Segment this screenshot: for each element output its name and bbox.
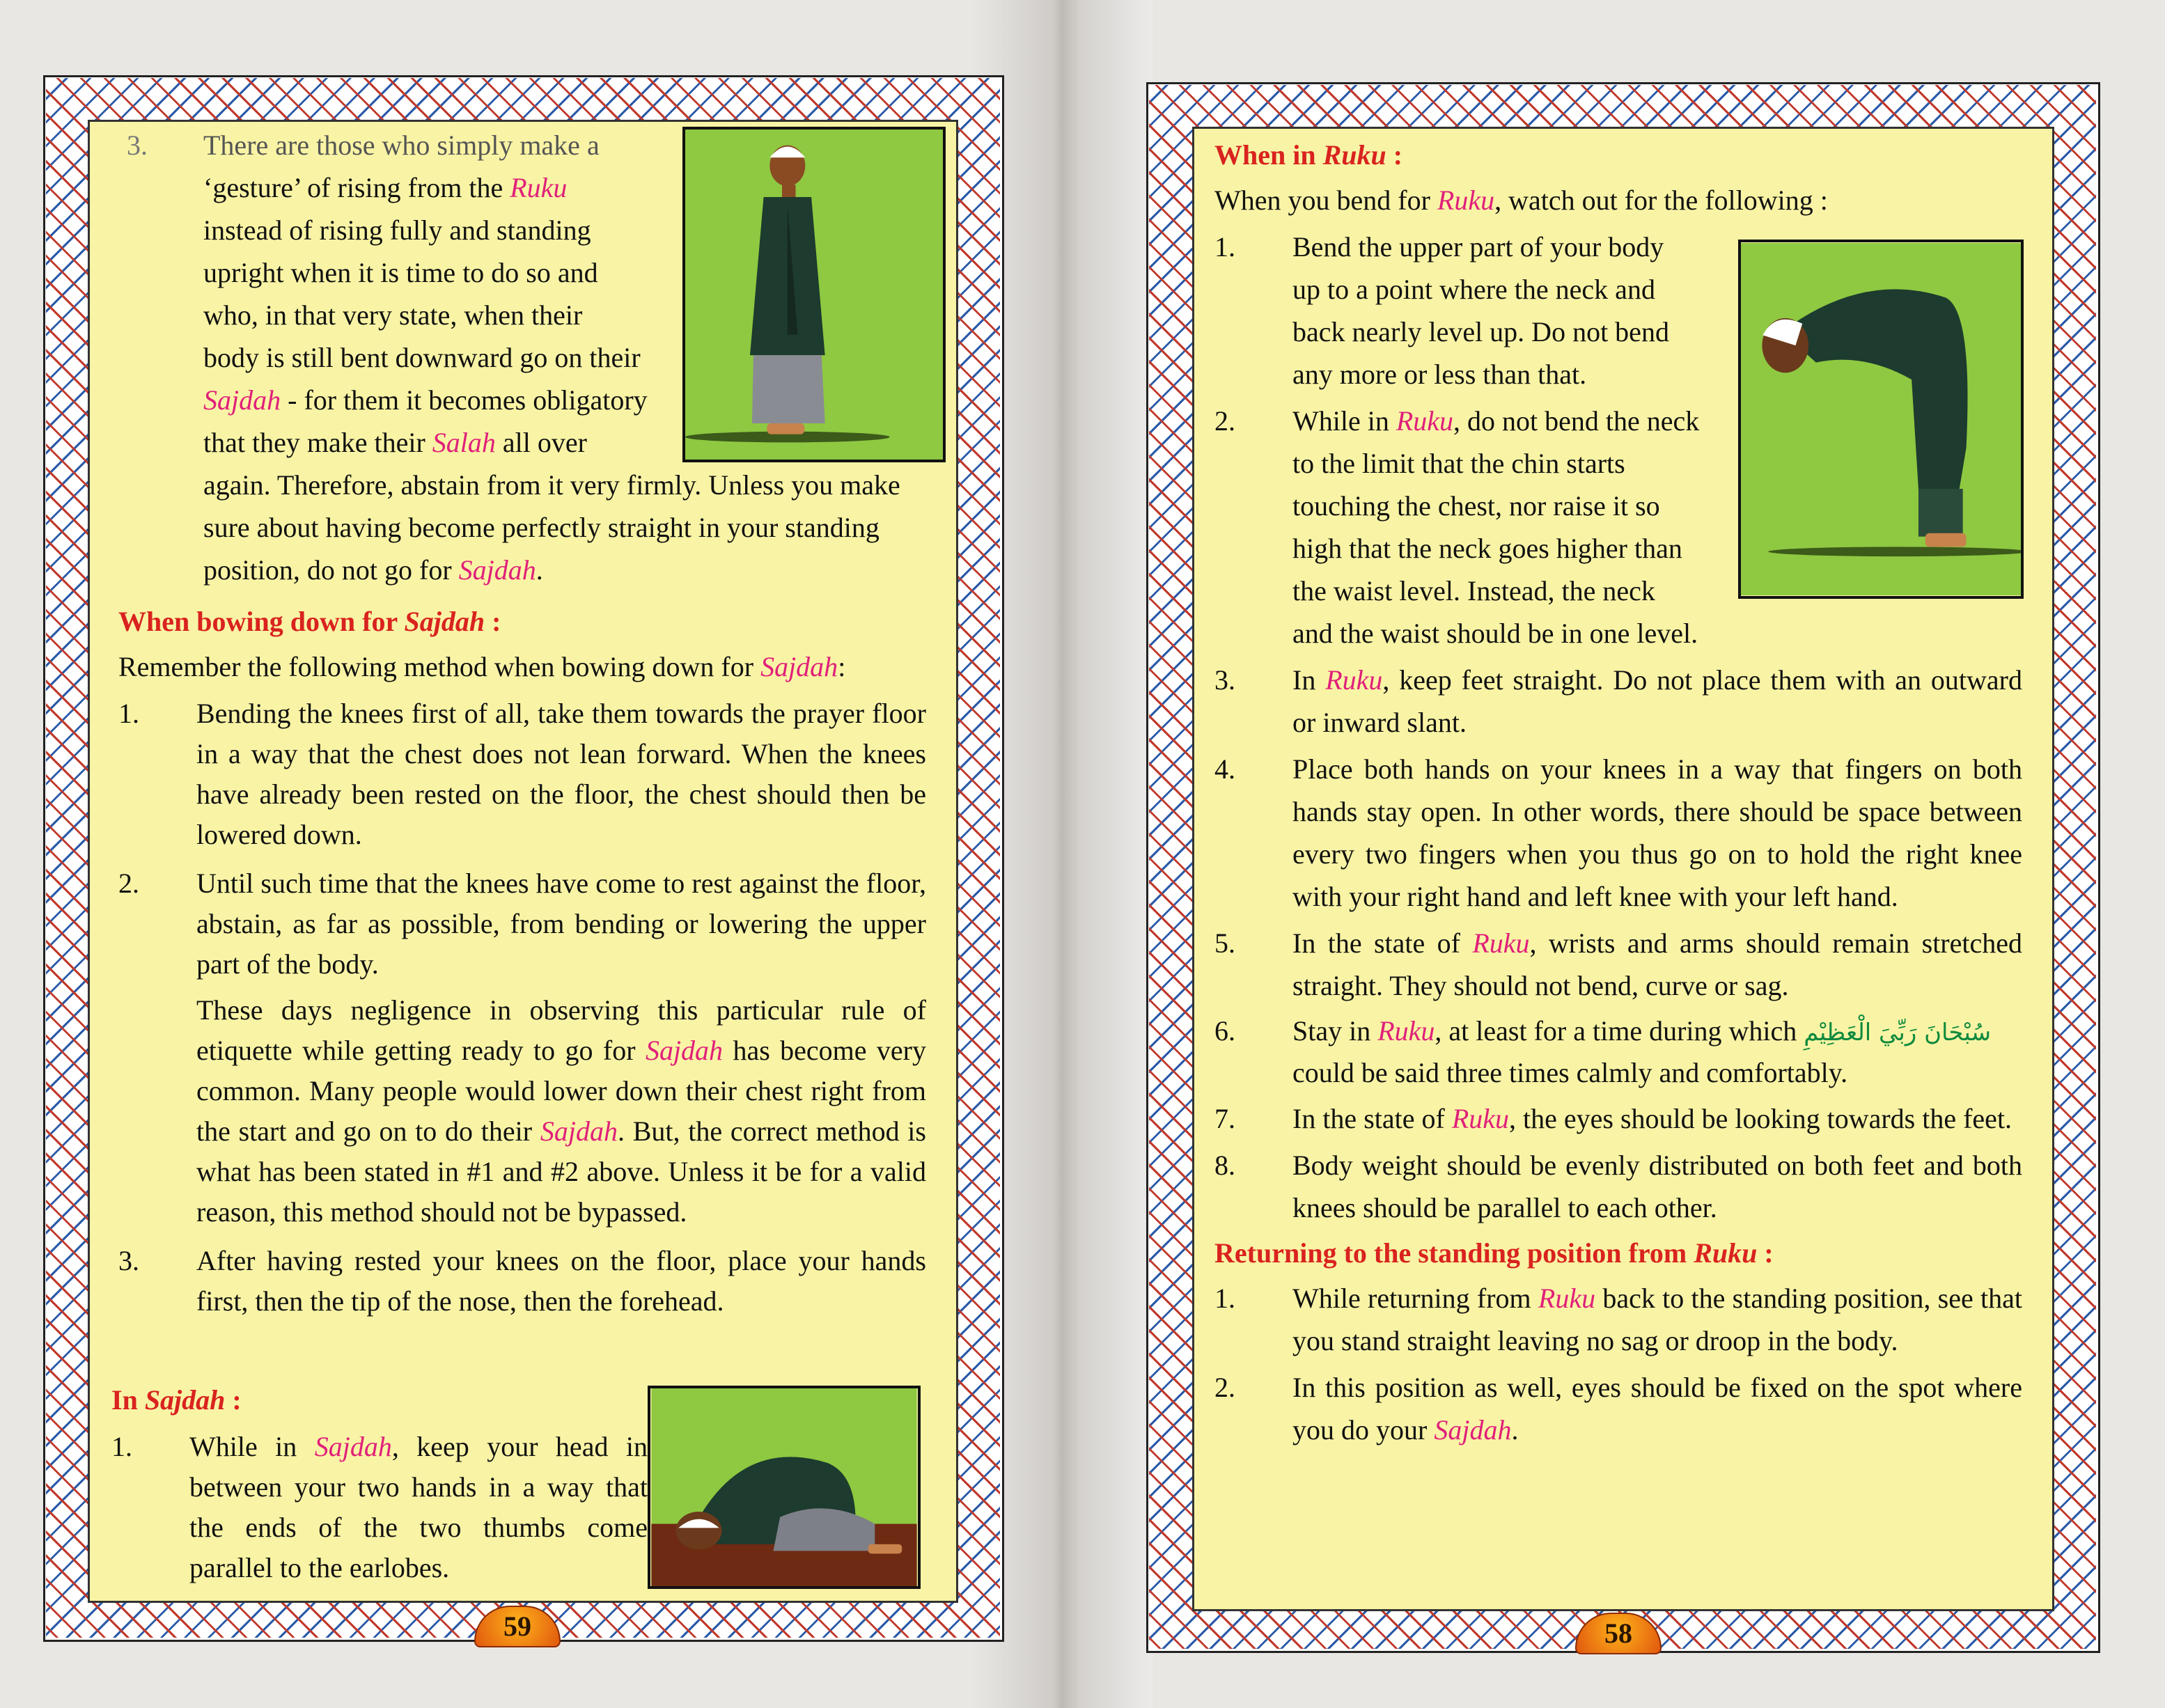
right-page-number: 58 xyxy=(1575,1613,1662,1654)
ruku-item-7: 7. In the state of Ruku, the eyes should be looking towards the feet. xyxy=(1214,1103,2012,1134)
return-item-2: 2. In this position as well, eyes should be fixed on the spot where you do your Sajdah. xyxy=(1214,1372,2022,1445)
term-ruku: Ruku xyxy=(510,172,568,203)
ruku-item-6: 6. Stay in Ruku, at least for a time during which سُبْحَانَ رَبِّيَ الْعَظِيْمِ could be said three times calmly and comfortably. xyxy=(1214,1015,1992,1088)
bowing-item-1: 1. Bending the knees first of all, take them towards the prayer floor in a way that the chest does not lean forward. When the knees have already been rested on the floor, the chest should then be lowered down. xyxy=(118,698,926,850)
intro-full-line-3: position, do not go for Sajdah. xyxy=(203,554,543,586)
bowing-item-2: 2. Until such time that the knees have come to rest against the floor, abstain, as far as possible, from bending or lowering the upper part of the body. xyxy=(118,868,926,980)
intro-line-7: Sajdah - for them it becomes obligatory xyxy=(203,384,648,416)
intro-line-1: There are those who simply make a xyxy=(203,130,600,161)
intro-line-5: who, in that very state, when their xyxy=(203,299,583,331)
sajdah-item-1: 1. While in Sajdah, keep your head in between your two hands in a way that the ends of the two thumbs come parallel to the earlobes. xyxy=(111,1431,648,1583)
left-sajdah-section xyxy=(111,1379,648,1588)
intro-full-line-2: sure about having become perfectly straight in your standing xyxy=(203,512,880,543)
ruku-item-8: 8. Body weight should be evenly distributed on both feet and both knees should be parallel to each other. xyxy=(1214,1150,2022,1223)
ruku-heading: When in Ruku : xyxy=(1214,139,1403,171)
term-sajdah: Sajdah xyxy=(203,384,281,416)
bowing-item-3: 3. After having rested your knees on the floor, place your hands first, then the tip of the nose, then the forehead. xyxy=(118,1245,926,1317)
ruku-item-3: 3. In Ruku, keep feet straight. Do not place them with an outward or inward slant. xyxy=(1214,664,2022,738)
ruku-intro: When you bend for Ruku, watch out for the following : xyxy=(1214,185,1828,216)
intro-full-line-1: again. Therefore, abstain from it very firmly. Unless you make xyxy=(203,469,900,501)
intro-line-8: that they make their Salah all over xyxy=(203,427,587,458)
ruku-item-2: 2. While in Ruku, do not bend the neck to the limit that the chin starts touching the chest, nor raise it so high that the neck goes higher than the waist level. Instead, the neck and the waist should be in one level. xyxy=(1214,405,1700,649)
sajdah-figure-illustration xyxy=(648,1386,921,1589)
sajdah-heading: In Sajdah : xyxy=(111,1384,242,1416)
intro-line-3: instead of rising fully and standing xyxy=(203,214,591,246)
bowing-heading: When bowing down for Sajdah : xyxy=(118,606,501,637)
intro-line-2: ‘gesture’ of rising from the Ruku xyxy=(203,172,568,203)
bowing-intro: Remember the following method when bowing down for Sajdah: xyxy=(118,651,846,682)
bowing-note: These days negligence in observing this particular rule of etiquette while getting ready to go for Sajdah has become very common. Many people would lower down their chest right from the start and go on to do their Sajdah. But, the correct method is what has been stated in #1 and #2 above. Unless it be for a valid reason, this method should not be bypassed. xyxy=(196,994,926,1228)
intro-line-6: body is still bent downward go on their xyxy=(203,342,641,373)
return-heading: Returning to the standing position from Ruku : xyxy=(1214,1237,1774,1269)
intro-line-4: upright when it is time to do so and xyxy=(203,257,598,288)
intro-number: 3. xyxy=(127,130,148,161)
term-salah: Salah xyxy=(432,427,496,458)
right-ruku-section xyxy=(1214,134,2022,1451)
left-bowing-section xyxy=(118,600,926,1322)
return-item-1: 1. While returning from Ruku back to the standing position, see that you stand straight leaving no sag or droop in the body. xyxy=(1214,1283,2022,1356)
ruku-item-5: 5. In the state of Ruku, wrists and arms should remain stretched straight. They should not bend, curve or sag. xyxy=(1214,927,2023,1001)
arabic-tasbih: سُبْحَانَ رَبِّيَ الْعَظِيْمِ xyxy=(1804,1019,1992,1047)
left-intro-block xyxy=(118,124,954,591)
ruku-item-4: 4. Place both hands on your knees in a way that fingers on both hands stay open. In other words, there should be space between every two fingers when you thus go on to hold the right knee with your right hand and left knee with your left hand. xyxy=(1214,753,2022,912)
ruku-item-1: 1. Bend the upper part of your body up to a point where the neck and back nearly level up. Do not bend any more or less than that. xyxy=(1214,231,1669,390)
left-page-number: 59 xyxy=(474,1606,561,1647)
